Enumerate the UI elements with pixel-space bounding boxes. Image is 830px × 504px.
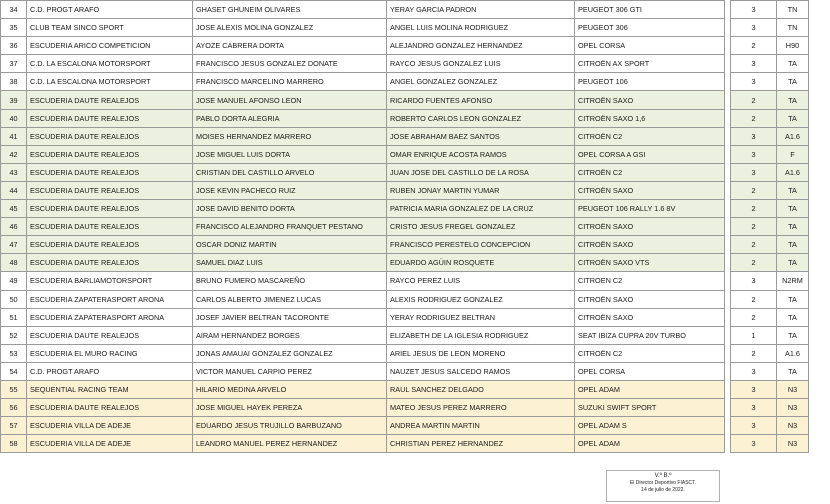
table-row — [1, 417, 809, 435]
cell-class: TA — [777, 91, 809, 109]
table-row — [1, 254, 809, 272]
cell-driver: CARLOS ALBERTO JIMENEZ LUCAS — [193, 290, 387, 308]
cell-car: CITROËN SAXO — [575, 290, 725, 308]
table-row — [1, 344, 809, 362]
cell-group: 3 — [731, 127, 777, 145]
cell-codriver: ANGEL LUIS MOLINA RODRIGUEZ — [387, 19, 575, 37]
cell-group: 2 — [731, 109, 777, 127]
table-row — [1, 19, 809, 37]
cell-number: 34 — [1, 1, 27, 19]
cell-group: 3 — [731, 380, 777, 398]
cell-number: 43 — [1, 163, 27, 181]
stamp-title: El Director Deportivo FIASCT. — [629, 480, 697, 486]
cell-class: A1.6 — [777, 127, 809, 145]
cell-number: 54 — [1, 362, 27, 380]
cell-driver: PABLO DORTA ALEGRIA — [193, 109, 387, 127]
cell-group: 3 — [731, 163, 777, 181]
table-row — [1, 127, 809, 145]
cell-car: CITROEN C2 — [575, 272, 725, 290]
cell-codriver: ANGEL GONZALEZ GONZALEZ — [387, 73, 575, 91]
cell-number: 58 — [1, 435, 27, 453]
cell-codriver: ALEXIS RODRIGUEZ GONZALEZ — [387, 290, 575, 308]
cell-group: 2 — [731, 290, 777, 308]
cell-codriver: RAYCO JESUS GONZALEZ LUIS — [387, 55, 575, 73]
cell-car: PEUGEOT 306 — [575, 19, 725, 37]
cell-car: CITROËN C2 — [575, 163, 725, 181]
cell-number: 57 — [1, 417, 27, 435]
cell-team: ESCUDERIA VILLA DE ADEJE — [27, 417, 193, 435]
cell-team: ESCUDERIA DAUTE REALEJOS — [27, 109, 193, 127]
cell-driver: JOSE DAVID BENITO DORTA — [193, 200, 387, 218]
cell-group: 2 — [731, 254, 777, 272]
cell-car: CITROËN SAXO 1,6 — [575, 109, 725, 127]
cell-class: TA — [777, 290, 809, 308]
cell-class: TA — [777, 181, 809, 199]
cell-team: ESCUDERIA VILLA DE ADEJE — [27, 435, 193, 453]
cell-class: TA — [777, 308, 809, 326]
cell-class: A1.6 — [777, 344, 809, 362]
cell-codriver: MATEO JESUS PEREZ MARRERO — [387, 399, 575, 417]
cell-number: 56 — [1, 399, 27, 417]
cell-team: ESCUDERIA DAUTE REALEJOS — [27, 127, 193, 145]
cell-group: 2 — [731, 218, 777, 236]
cell-codriver: EDUARDO AGÜIN ROSQUETE — [387, 254, 575, 272]
cell-group: 3 — [731, 55, 777, 73]
table-row — [1, 236, 809, 254]
cell-team: ESCUDERIA BARLIAMOTORSPORT — [27, 272, 193, 290]
table-row — [1, 326, 809, 344]
cell-driver: HILARIO MEDINA ARVELO — [193, 380, 387, 398]
table-row — [1, 435, 809, 453]
cell-number: 38 — [1, 73, 27, 91]
cell-driver: EDUARDO JESUS TRUJILLO BARBUZANO — [193, 417, 387, 435]
cell-group: 3 — [731, 272, 777, 290]
cell-car: CITROËN AX SPORT — [575, 55, 725, 73]
cell-codriver: ALEJANDRO GONZALEZ HERNANDEZ — [387, 37, 575, 55]
cell-class: TN — [777, 19, 809, 37]
cell-codriver: JOSE ABRAHAM BAEZ SANTOS — [387, 127, 575, 145]
cell-team: ESCUDERIA ZAPATERASPORT ARONA — [27, 290, 193, 308]
table-row — [1, 1, 809, 19]
cell-class: N3 — [777, 399, 809, 417]
cell-codriver: FRANCISCO PERESTELO CONCEPCION — [387, 236, 575, 254]
cell-number: 50 — [1, 290, 27, 308]
director-stamp — [606, 470, 720, 502]
cell-driver: JOSE MIGUEL LUIS DORTA — [193, 145, 387, 163]
cell-team: C.D. PROGT ARAFO — [27, 1, 193, 19]
cell-codriver: CHRISTIAN PEREZ HERNANDEZ — [387, 435, 575, 453]
cell-group: 2 — [731, 344, 777, 362]
table-row — [1, 181, 809, 199]
table-row — [1, 218, 809, 236]
cell-team: SEQUENTIAL RACING TEAM — [27, 380, 193, 398]
cell-driver: JOSE KEVIN PACHECO RUIZ — [193, 181, 387, 199]
cell-group: 2 — [731, 37, 777, 55]
cell-number: 45 — [1, 200, 27, 218]
cell-team: ESCUDERIA DAUTE REALEJOS — [27, 200, 193, 218]
cell-driver: JOSE MANUEL AFONSO LEON — [193, 91, 387, 109]
cell-class: TA — [777, 362, 809, 380]
table-row — [1, 91, 809, 109]
table-row — [1, 380, 809, 398]
cell-number: 35 — [1, 19, 27, 37]
cell-driver: GHASET GHUNEIM OLIVARES — [193, 1, 387, 19]
cell-class: TN — [777, 1, 809, 19]
cell-group: 1 — [731, 326, 777, 344]
cell-driver: AIRAM HERNANDEZ BORGES — [193, 326, 387, 344]
cell-number: 47 — [1, 236, 27, 254]
cell-team: ESCUDERIA DAUTE REALEJOS — [27, 145, 193, 163]
cell-car: CITROËN SAXO — [575, 91, 725, 109]
cell-codriver: RUBEN JONAY MARTIN YUMAR — [387, 181, 575, 199]
cell-team: ESCUDERIA DAUTE REALEJOS — [27, 399, 193, 417]
table-body — [1, 1, 809, 453]
cell-codriver: YERAY RODRIGUEZ BELTRAN — [387, 308, 575, 326]
cell-group: 2 — [731, 181, 777, 199]
cell-class: TA — [777, 73, 809, 91]
cell-driver: OSCAR DONIZ MARTIN — [193, 236, 387, 254]
cell-group: 3 — [731, 19, 777, 37]
cell-codriver: OMAR ENRIQUE ACOSTA RAMOS — [387, 145, 575, 163]
table-row — [1, 145, 809, 163]
cell-class: A1.6 — [777, 163, 809, 181]
cell-team: C.D. PROGT ARAFO — [27, 362, 193, 380]
cell-class: H90 — [777, 37, 809, 55]
cell-number: 55 — [1, 380, 27, 398]
table-row — [1, 163, 809, 181]
cell-driver: VICTOR MANUEL CARPIO PEREZ — [193, 362, 387, 380]
table-row — [1, 55, 809, 73]
stamp-vb: V.º B.º — [654, 473, 672, 479]
cell-codriver: NAUZET JESUS SALCEDO RAMOS — [387, 362, 575, 380]
cell-class: TA — [777, 326, 809, 344]
cell-group: 3 — [731, 145, 777, 163]
cell-class: N3 — [777, 380, 809, 398]
cell-team: ESCUDERIA DAUTE REALEJOS — [27, 163, 193, 181]
cell-team: ESCUDERIA DAUTE REALEJOS — [27, 218, 193, 236]
cell-class: TA — [777, 236, 809, 254]
cell-car: OPEL CORSA A GSI — [575, 145, 725, 163]
cell-group: 3 — [731, 362, 777, 380]
cell-car: CITROËN C2 — [575, 127, 725, 145]
cell-class: TA — [777, 254, 809, 272]
cell-team: ESCUDERIA ZAPATERASPORT ARONA — [27, 308, 193, 326]
cell-team: ESCUDERIA DAUTE REALEJOS — [27, 91, 193, 109]
cell-number: 36 — [1, 37, 27, 55]
cell-number: 42 — [1, 145, 27, 163]
cell-group: 3 — [731, 399, 777, 417]
cell-codriver: CRISTO JESUS FREGEL GONZALEZ — [387, 218, 575, 236]
cell-car: CITROËN C2 — [575, 344, 725, 362]
table-row — [1, 399, 809, 417]
cell-driver: JOSE MIGUEL HAYEK PEREZA — [193, 399, 387, 417]
cell-number: 53 — [1, 344, 27, 362]
cell-group: 2 — [731, 236, 777, 254]
cell-number: 41 — [1, 127, 27, 145]
cell-car: SUZUKI SWIFT SPORT — [575, 399, 725, 417]
cell-class: TA — [777, 55, 809, 73]
cell-group: 2 — [731, 200, 777, 218]
cell-car: CITROËN SAXO VTS — [575, 254, 725, 272]
cell-group: 3 — [731, 73, 777, 91]
cell-group: 2 — [731, 91, 777, 109]
cell-team: ESCUDERIA ARICO COMPETICION — [27, 37, 193, 55]
cell-number: 39 — [1, 91, 27, 109]
cell-class: TA — [777, 200, 809, 218]
cell-number: 48 — [1, 254, 27, 272]
cell-car: PEUGEOT 306 GTI — [575, 1, 725, 19]
cell-codriver: ROBERTO CARLOS LEON GONZALEZ — [387, 109, 575, 127]
cell-number: 44 — [1, 181, 27, 199]
cell-driver: BRUNO FUMERO MASCAREÑO — [193, 272, 387, 290]
cell-group: 3 — [731, 1, 777, 19]
table-row — [1, 290, 809, 308]
table-row — [1, 362, 809, 380]
cell-number: 52 — [1, 326, 27, 344]
cell-car: CITROËN SAXO — [575, 308, 725, 326]
cell-team: ESCUDERIA DAUTE REALEJOS — [27, 236, 193, 254]
table-row — [1, 200, 809, 218]
stamp-date: 14 de julio de 2022. — [641, 487, 685, 493]
cell-team: CLUB TEAM SINCO SPORT — [27, 19, 193, 37]
table-row — [1, 272, 809, 290]
cell-team: ESCUDERIA DAUTE REALEJOS — [27, 326, 193, 344]
cell-number: 40 — [1, 109, 27, 127]
cell-codriver: ELIZABETH DE LA IGLESIA RODRIGUEZ — [387, 326, 575, 344]
cell-driver: JOSEF JAVIER BELTRAN TACORONTE — [193, 308, 387, 326]
cell-codriver: JUAN JOSE DEL CASTILLO DE LA ROSA — [387, 163, 575, 181]
cell-class: N3 — [777, 417, 809, 435]
cell-group: 3 — [731, 417, 777, 435]
cell-codriver: ARIEL JESUS DE LEON MORENO — [387, 344, 575, 362]
cell-codriver: PATRICIA MARIA GONZALEZ DE LA CRUZ — [387, 200, 575, 218]
cell-driver: FRANCISCO MARCELINO MARRERO — [193, 73, 387, 91]
table-row — [1, 73, 809, 91]
table-row — [1, 308, 809, 326]
cell-group: 3 — [731, 435, 777, 453]
cell-driver: MOISES HERNANDEZ MARRERO — [193, 127, 387, 145]
cell-team: ESCUDERIA EL MURO RACING — [27, 344, 193, 362]
cell-team: C.D. LA ESCALONA MOTORSPORT — [27, 73, 193, 91]
table-row — [1, 109, 809, 127]
cell-driver: CRISTIAN DEL CASTILLO ARVELO — [193, 163, 387, 181]
cell-car: CITROËN SAXO — [575, 236, 725, 254]
cell-class: TA — [777, 218, 809, 236]
cell-codriver: RICARDO FUENTES AFONSO — [387, 91, 575, 109]
cell-number: 49 — [1, 272, 27, 290]
cell-team: C.D. LA ESCALONA MOTORSPORT — [27, 55, 193, 73]
cell-driver: JOSE ALEXIS MOLINA GONZALEZ — [193, 19, 387, 37]
cell-car: SEAT IBIZA CUPRA 20V TURBO — [575, 326, 725, 344]
cell-car: OPEL ADAM — [575, 380, 725, 398]
cell-codriver: ANDREA MARTIN MARTIN — [387, 417, 575, 435]
cell-class: F — [777, 145, 809, 163]
cell-car: CITROËN SAXO — [575, 181, 725, 199]
cell-car: OPEL ADAM S — [575, 417, 725, 435]
cell-car: CITROËN SAXO — [575, 218, 725, 236]
cell-codriver: YERAY GARCIA PADRON — [387, 1, 575, 19]
cell-class: N3 — [777, 435, 809, 453]
cell-number: 37 — [1, 55, 27, 73]
cell-car: PEUGEOT 106 — [575, 73, 725, 91]
cell-class: TA — [777, 109, 809, 127]
cell-class: N2RM — [777, 272, 809, 290]
cell-driver: SAMUEL DIAZ LUIS — [193, 254, 387, 272]
cell-driver: FRANCISCO ALEJANDRO FRANQUET PESTANO — [193, 218, 387, 236]
cell-number: 46 — [1, 218, 27, 236]
cell-codriver: RAUL SANCHEZ DELGADO — [387, 380, 575, 398]
table-row — [1, 37, 809, 55]
cell-driver: FRANCISCO JESUS GONZALEZ DONATE — [193, 55, 387, 73]
cell-driver: LEANDRO MANUEL PEREZ HERNANDEZ — [193, 435, 387, 453]
cell-car: PEUGEOT 106 RALLY 1.6 8V — [575, 200, 725, 218]
cell-group: 2 — [731, 308, 777, 326]
cell-team: ESCUDERIA DAUTE REALEJOS — [27, 181, 193, 199]
cell-driver: AYOZE CABRERA DORTA — [193, 37, 387, 55]
cell-codriver: RAYCO PEREZ LUIS — [387, 272, 575, 290]
cell-team: ESCUDERIA DAUTE REALEJOS — [27, 254, 193, 272]
cell-driver: JONAS AMAUAI GONZALEZ GONZALEZ — [193, 344, 387, 362]
cell-number: 51 — [1, 308, 27, 326]
cell-car: OPEL CORSA — [575, 362, 725, 380]
cell-car: OPEL CORSA — [575, 37, 725, 55]
cell-car: OPEL ADAM — [575, 435, 725, 453]
